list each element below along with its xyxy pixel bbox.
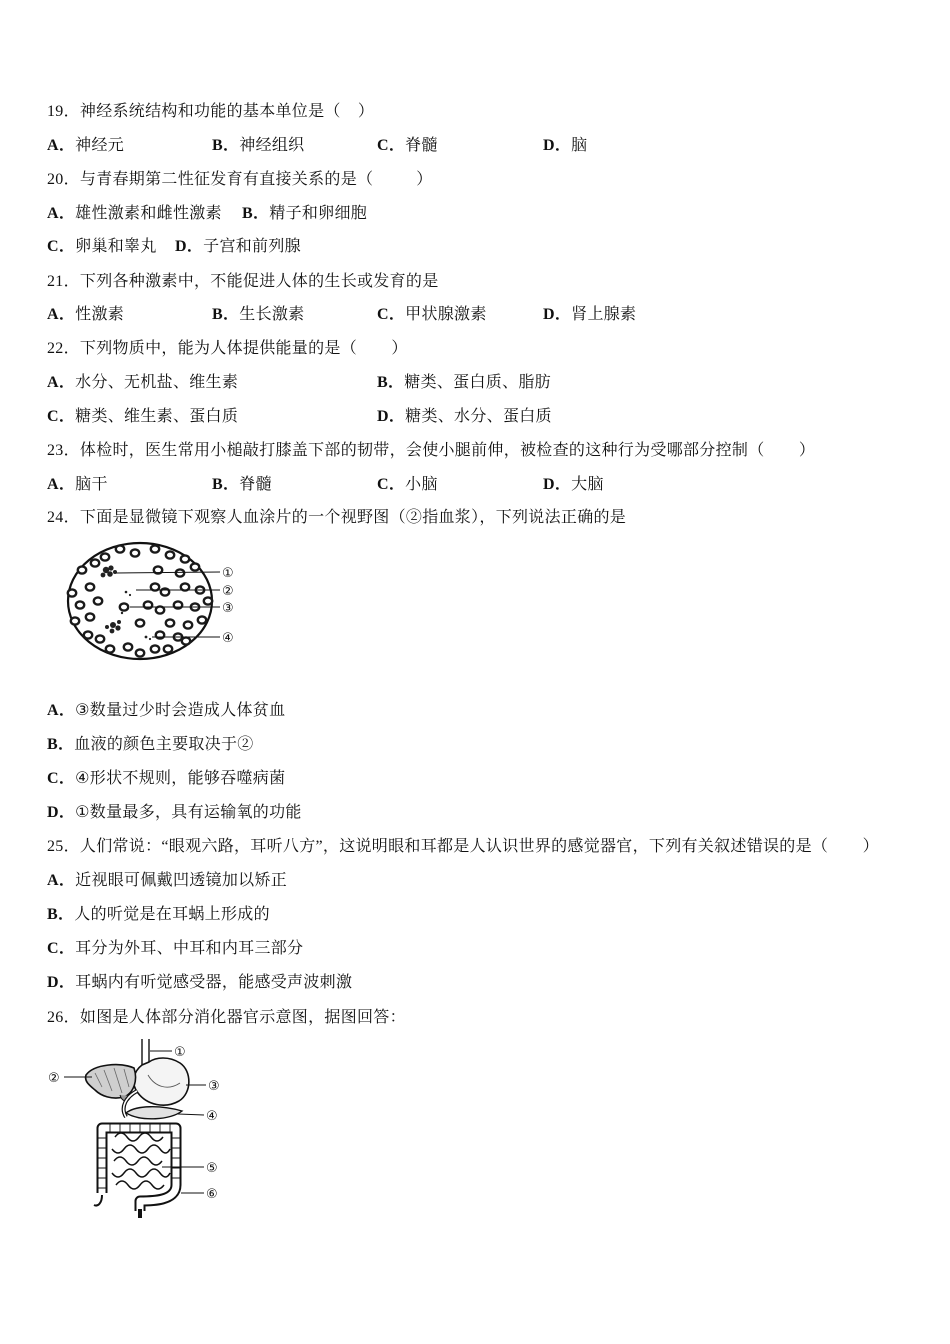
red-blood-cell bbox=[151, 645, 159, 652]
pancreas bbox=[126, 1107, 182, 1119]
red-blood-cell bbox=[204, 597, 212, 604]
question-22-stem: 22．下列物质中，能为人体提供能量的是（ ） bbox=[47, 340, 408, 357]
red-blood-cell bbox=[68, 589, 76, 596]
blood-smear-figure bbox=[60, 535, 250, 670]
red-blood-cell bbox=[94, 597, 102, 604]
platelet bbox=[149, 638, 151, 640]
option-letter: C． bbox=[47, 770, 76, 787]
question-25-option-d bbox=[47, 972, 352, 994]
red-blood-cell bbox=[144, 601, 152, 608]
option-letter: B． bbox=[212, 476, 240, 493]
option-text: 小脑 bbox=[405, 476, 438, 493]
question-19-option-d bbox=[543, 135, 587, 157]
option-text: 人的听觉是在耳蜗上形成的 bbox=[74, 906, 270, 923]
option-letter: A． bbox=[47, 476, 76, 493]
question-22-option-d bbox=[377, 406, 552, 428]
question-19-option-b bbox=[212, 135, 304, 157]
option-text: 卵巢和睾丸 bbox=[75, 238, 157, 255]
option-letter: C． bbox=[47, 238, 76, 255]
red-blood-cell bbox=[176, 569, 184, 576]
white-blood-cell-lobe bbox=[101, 573, 106, 578]
option-text: 脊髓 bbox=[405, 137, 438, 154]
option-letter: D． bbox=[175, 238, 204, 255]
red-blood-cell bbox=[166, 551, 174, 558]
red-blood-cell bbox=[124, 643, 132, 650]
stomach bbox=[134, 1058, 189, 1105]
option-letter: D． bbox=[543, 476, 572, 493]
white-blood-cell-lobe bbox=[105, 625, 109, 629]
figure-label-4: ④ bbox=[206, 1109, 218, 1124]
question-19-stem: 19．神经系统结构和功能的基本单位是（ ） bbox=[47, 103, 375, 120]
option-letter: B． bbox=[377, 374, 405, 391]
option-text: 耳蜗内有听觉感受器，能感受声波刺激 bbox=[75, 974, 353, 991]
question-19-option-a bbox=[47, 135, 124, 157]
question-24-option-d bbox=[47, 802, 302, 824]
option-text: ④形状不规则，能够吞噬病菌 bbox=[75, 770, 286, 787]
figure-label-1: ① bbox=[222, 566, 234, 581]
white-blood-cell-lobe bbox=[107, 571, 113, 577]
question-25-stem: 25．人们常说：“眼观六路，耳听八方”，这说明眼和耳都是人认识世界的感觉器官，下列有关叙述错误的是（ ） bbox=[47, 838, 879, 855]
white-blood-cell-lobe bbox=[110, 629, 115, 634]
label-line-4 bbox=[178, 1114, 204, 1115]
option-text: 精子和卵细胞 bbox=[269, 205, 368, 222]
question-21-stem: 21．下列各种激素中，不能促进人体的生长或发育的是 bbox=[47, 273, 439, 290]
question-20-option-d bbox=[175, 236, 301, 258]
figure-label-2: ② bbox=[222, 584, 234, 599]
option-text: 雄性激素和雌性激素 bbox=[75, 205, 222, 222]
option-letter: A． bbox=[47, 702, 76, 719]
option-letter: D． bbox=[47, 804, 76, 821]
question-21-option-c bbox=[377, 304, 487, 326]
white-blood-cell-lobe bbox=[108, 565, 113, 570]
option-text: 血液的颜色主要取决于② bbox=[74, 736, 254, 753]
red-blood-cell bbox=[101, 553, 109, 560]
red-blood-cell bbox=[71, 617, 79, 624]
red-blood-cell bbox=[86, 583, 94, 590]
red-blood-cell bbox=[198, 616, 206, 623]
red-blood-cell bbox=[116, 545, 124, 552]
red-blood-cell bbox=[166, 619, 174, 626]
question-24-option-a bbox=[47, 700, 285, 722]
red-blood-cell bbox=[151, 545, 159, 552]
red-blood-cell bbox=[164, 645, 172, 652]
question-24-option-c bbox=[47, 768, 285, 790]
question-20-option-a bbox=[47, 203, 222, 225]
question-22-option-b bbox=[377, 372, 551, 394]
option-text: 糖类、维生素、蛋白质 bbox=[75, 408, 239, 425]
red-blood-cell bbox=[131, 549, 139, 556]
red-blood-cell bbox=[120, 603, 128, 610]
option-text: 近视眼可佩戴凹透镜加以矫正 bbox=[75, 872, 288, 889]
option-text: 耳分为外耳、中耳和内耳三部分 bbox=[75, 940, 304, 957]
white-blood-cell-lobe bbox=[117, 620, 121, 624]
red-blood-cell bbox=[106, 645, 114, 652]
option-text: 神经组织 bbox=[239, 137, 305, 154]
option-text: 糖类、蛋白质、脂肪 bbox=[404, 374, 551, 391]
option-letter: A． bbox=[47, 205, 76, 222]
option-letter: B． bbox=[47, 906, 75, 923]
option-letter: C． bbox=[377, 137, 406, 154]
white-blood-cell-lobe bbox=[115, 625, 120, 630]
option-text: 神经元 bbox=[75, 137, 125, 154]
large-intestine-lumen bbox=[102, 1128, 176, 1211]
option-text: 肾上腺素 bbox=[571, 306, 637, 323]
option-text: ③数量过少时会造成人体贫血 bbox=[75, 702, 286, 719]
red-blood-cell bbox=[182, 637, 190, 644]
red-blood-cell bbox=[156, 631, 164, 638]
platelet bbox=[145, 636, 148, 639]
option-text: 水分、无机盐、维生素 bbox=[75, 374, 239, 391]
option-text: 糖类、水分、蛋白质 bbox=[405, 408, 552, 425]
question-22-option-c bbox=[47, 406, 238, 428]
question-23-option-c bbox=[377, 474, 438, 496]
option-letter: C． bbox=[47, 940, 76, 957]
question-26-stem: 26．如图是人体部分消化器官示意图，据图回答： bbox=[47, 1009, 406, 1026]
red-blood-cell bbox=[136, 649, 144, 656]
question-21-option-d bbox=[543, 304, 636, 326]
question-23-option-b bbox=[212, 474, 272, 496]
question-22-option-a bbox=[47, 372, 238, 394]
red-blood-cell bbox=[78, 566, 86, 573]
option-text: 脑 bbox=[571, 137, 588, 154]
figure-label-6: ⑥ bbox=[206, 1187, 218, 1202]
option-letter: B． bbox=[212, 137, 240, 154]
option-letter: A． bbox=[47, 306, 76, 323]
red-blood-cell bbox=[96, 635, 104, 642]
red-blood-cell bbox=[174, 601, 182, 608]
small-intestine bbox=[112, 1133, 170, 1189]
question-19-option-c bbox=[377, 135, 438, 157]
platelet bbox=[125, 591, 128, 594]
red-blood-cell bbox=[84, 631, 92, 638]
figure-label-5: ⑤ bbox=[206, 1161, 218, 1176]
question-24-stem: 24．下面是显微镜下观察人血涂片的一个视野图（②指血浆），下列说法正确的是 bbox=[47, 509, 627, 526]
appendix bbox=[94, 1195, 102, 1206]
option-letter: D． bbox=[543, 137, 572, 154]
option-letter: C． bbox=[377, 476, 406, 493]
option-text: 性激素 bbox=[75, 306, 125, 323]
question-21-option-b bbox=[212, 304, 304, 326]
large-intestine-haustra bbox=[98, 1124, 180, 1188]
question-23-option-d bbox=[543, 474, 604, 496]
option-letter: D． bbox=[377, 408, 406, 425]
option-letter: A． bbox=[47, 137, 76, 154]
option-text: 脑干 bbox=[75, 476, 108, 493]
option-letter: D． bbox=[47, 974, 76, 991]
platelet bbox=[121, 612, 123, 614]
red-blood-cell bbox=[161, 588, 169, 595]
question-25-option-c bbox=[47, 938, 303, 960]
red-blood-cell bbox=[76, 601, 84, 608]
red-blood-cell bbox=[86, 613, 94, 620]
option-letter: D． bbox=[543, 306, 572, 323]
option-letter: B． bbox=[242, 205, 270, 222]
option-letter: C． bbox=[377, 306, 406, 323]
option-text: 脊髓 bbox=[239, 476, 272, 493]
option-letter: A． bbox=[47, 374, 76, 391]
question-23-option-a bbox=[47, 474, 108, 496]
option-text: ①数量最多，具有运输氧的功能 bbox=[75, 804, 302, 821]
red-blood-cell bbox=[181, 555, 189, 562]
option-letter: B． bbox=[212, 306, 240, 323]
liver bbox=[86, 1065, 136, 1098]
figure-label-3: ③ bbox=[222, 601, 234, 616]
option-letter: C． bbox=[47, 408, 76, 425]
question-20-stem: 20．与青春期第二性征发育有直接关系的是（ ） bbox=[47, 171, 433, 188]
figure-label-2: ② bbox=[48, 1071, 60, 1086]
question-23-stem: 23．体检时，医生常用小槌敲打膝盖下部的韧带，会使小腿前伸，被检查的这种行为受哪部分控制（ ） bbox=[47, 442, 816, 459]
option-text: 子宫和前列腺 bbox=[203, 238, 301, 255]
option-letter: B． bbox=[47, 736, 75, 753]
question-21-option-a bbox=[47, 304, 124, 326]
question-20-option-c bbox=[47, 236, 157, 258]
option-text: 生长激素 bbox=[239, 306, 305, 323]
question-25-option-b bbox=[47, 904, 270, 926]
figure-label-1: ① bbox=[174, 1045, 186, 1060]
platelet bbox=[129, 594, 131, 596]
red-blood-cell bbox=[91, 559, 99, 566]
red-blood-cell bbox=[136, 619, 144, 626]
esophagus bbox=[142, 1039, 149, 1065]
white-blood-cell-lobe bbox=[110, 622, 116, 628]
option-text: 甲状腺激素 bbox=[405, 306, 487, 323]
red-blood-cell bbox=[191, 563, 199, 570]
red-blood-cell bbox=[184, 621, 192, 628]
question-20-option-b bbox=[242, 203, 367, 225]
figure-label-3: ③ bbox=[208, 1079, 220, 1094]
option-letter: A． bbox=[47, 872, 76, 889]
question-25-option-a bbox=[47, 870, 287, 892]
option-text: 大脑 bbox=[571, 476, 604, 493]
question-24-option-b bbox=[47, 734, 254, 756]
figure-label-4: ④ bbox=[222, 631, 234, 646]
digestive-system-figure bbox=[40, 1035, 230, 1220]
